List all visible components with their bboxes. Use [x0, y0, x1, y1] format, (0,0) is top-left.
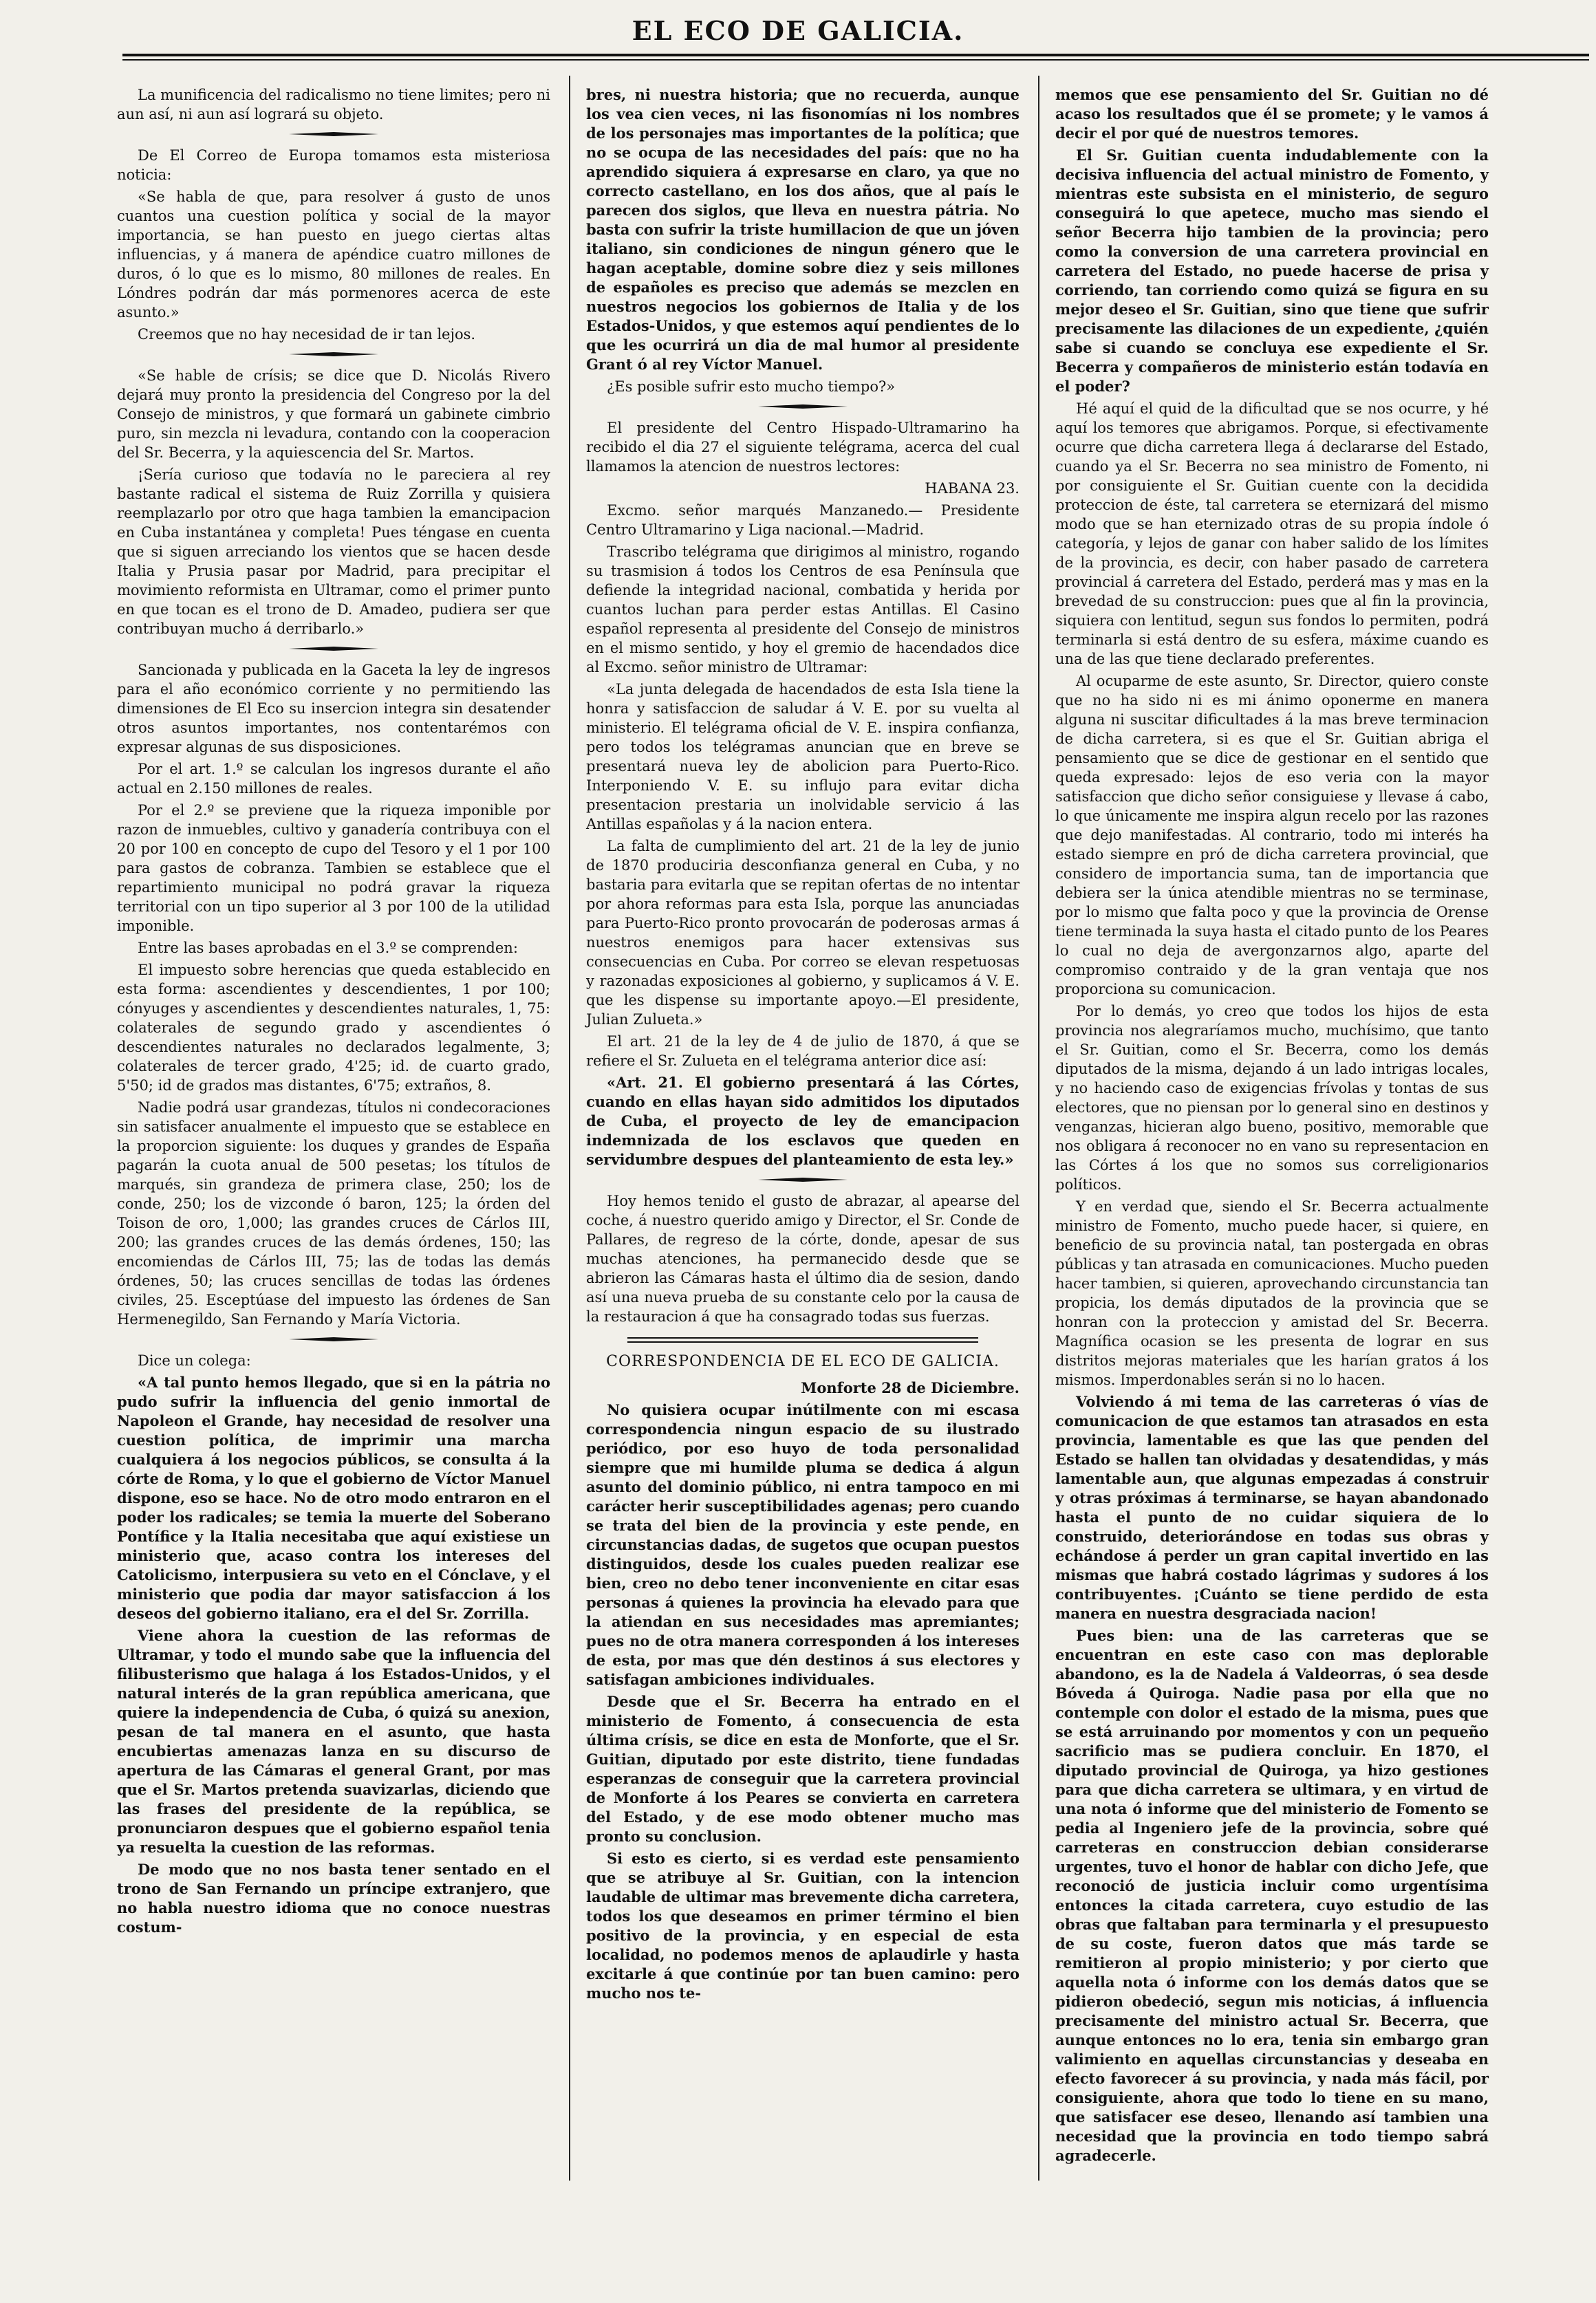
separator-ornament: [117, 352, 550, 356]
separator-ornament: [586, 1178, 1020, 1182]
quote-paragraph: «Art. 21. El gobierno presentará á las Córtes, cuando en ellas hayan sido admitidos los diputados de Cuba, el proyecto de ley de emancipacion indemnizada de los esclavos que queden en servidumbre despues del planteamiento de esta ley.»: [586, 1074, 1020, 1168]
masthead: [0, 0, 1596, 66]
paragraph: No quisiera ocupar inútilmente con mi escasa correspondencia ningun espacio de su ilustrado periódico, por eso huyo de toda personalidad siempre que mi humilde pluma se dedica á algun asunto del dominio público, ni entra tampoco en mi carácter herir susceptibilidades agenas; pero cuando se trata del bien de la provincia y este pende, en circunstancias dadas, de sugetos que ocupan puestos distinguidos, desde los cuales pueden realizar ese bien, creo no debo tener inconveniente en citar esas personas á quienes la provincia ha elevado para que la atiendan en sus necesidades mas apremiantes; pues no de otra manera corresponden á los intereses de esta, por mas que dén destinos á sus electores y satisfagan ambiciones individuales.: [586, 1401, 1020, 1688]
paragraph: Por el 2.º se previene que la riqueza imponible por razon de inmuebles, cultivo y ganadería contribuya con el 20 por 100 en concepto de cupo del Tesoro y el 1 por 100 para gastos de cobranza. Tambien se establece que el repartimiento municipal no podrá gravar la riqueza territorial con un tipo superior al 3 por 100 de la utilidad imponible.: [117, 802, 550, 934]
telegram-dateline: HABANA 23.: [925, 480, 1020, 497]
column-divider: [1038, 76, 1039, 2181]
paragraph: El art. 21 de la ley de 4 de julio de 1870, á que se refiere el Sr. Zulueta en el telégrama anterior dice así:: [586, 1033, 1020, 1069]
paragraph: Entre las bases aprobadas en el 3.º se comprenden:: [138, 940, 518, 956]
paragraph: Excmo. señor marqués Manzanedo.— Presidente Centro Ultramarino y Liga nacional.—Madrid.: [586, 502, 1020, 538]
paragraph: Hé aquí el quid de la dificultad que se nos ocurre, y hé aquí los temores que abrigamos. Porque, si efectivamente ocurre que dicha carretera llega á declararse del Estado, cuando ya el Sr. Becerra no sea ministro de Fomento, ni por consiguiente el Sr. Guitian cuente con la decidida proteccion de éste, tal carretera se eternizará del mismo modo que se han eternizado otras de su propia índole ó categoría, y lejos de ganar con haber salido de los límites de la provincia, es decir, con haber pasado de carretera provincial á carretera del Estado, perderá mas y mas en la brevedad de su construccion: pues que al fin la provincia, siquiera con lentitud, segun sus fondos lo permiten, podrá terminarla si está dentro de su esfera, máxime cuando es una de las que tiene declarado preferentes.: [1055, 400, 1489, 667]
paragraph: Sancionada y publicada en la Gaceta la ley de ingresos para el año económico corriente y no permitiendo las dimensiones de El Eco su insercion integra sin desatender otros asuntos importantes, nos contentarémos con expresar algunas de sus disposiciones.: [117, 662, 550, 755]
paragraph: Volviendo á mi tema de las carreteras ó vías de comunicacion de que estamos tan atrasados en esta provincia, lamentable es que las que penden del Estado se hallen tan olvidadas y desatendidas, y más lamentable aun, que algunas empezadas á construir y otras próximas á terminarse, se hayan abandonado hasta el punto de no cuidar siquiera de lo construido, deteriorándose en todas sus obras y echándose á perder un gran capital invertido en las mismas que habrá costado lágrimas y sudores á los contribuyentes. ¡Cuánto se tiene perdido de esta manera en nuestra desgraciada nacion!: [1055, 1393, 1489, 1622]
quote-paragraph: «La junta delegada de hacendados de esta Isla tiene la honra y satisfaccion de saludar á V. E. por su vuelta al ministerio. El telégrama oficial de V. E. inspira confianza, pero todos los telégramas anuncian que en breve se presentará nueva ley de abolicion para Puerto-Rico. Interponiendo V. E. su influjo para evitar dicha presentacion prestaria un inolvidable servicio á las Antillas españolas y á la nacion entera.: [586, 681, 1020, 832]
paragraph: memos que ese pensamiento del Sr. Guitian no dé acaso los resultados que él se promete; y le vamos á decir el por qué de nuestros temores.: [1055, 86, 1489, 142]
column-2: [586, 85, 1020, 2006]
column-divider: [569, 76, 570, 2181]
paragraph: El Sr. Guitian cuenta indudablemente con la decisiva influencia del actual ministro de Fomento, y mientras este subsista en el ministerio, de seguro conseguirá lo que apetece, mucho mas siendo el señor Becerra hijo tambien de la provincia; pero como la conversion de una carretera provincial en carretera del Estado, no puede hacerse de prisa y corriendo, tan corriendo como quizá se figura en su mejor deseo el Sr. Guitian, sino que tiene que sufrir precisamente las dilaciones de un expediente, ¿quién sabe si cuando se concluya ese expediente el Sr. Becerra y compañeros de ministerio están todavía en el poder?: [1055, 147, 1489, 395]
paragraph: Trascribo telégrama que dirigimos al ministro, rogando su trasmision á todos los Centros de esa Península que defiende la integridad nacional, combatida y herida por cuantos luchan para perder estas Antillas. El Casino español representa al presidente del Consejo de ministros en el mismo sentido, y hoy el gremio de hacendados dice al Excmo. señor ministro de Ultramar:: [586, 543, 1020, 675]
paragraph: Nadie podrá usar grandezas, títulos ni condecoraciones sin satisfacer anualmente el impuesto que se establece en la proporcion siguiente: los duques y grandes de España pagarán la cuota anual de 500 pesetas; los títulos de marqués, sin grandeza de primera clase, 250; los de conde, 250; los de vizconde ó baron, 125; la órden del Toison de oro, 1,000; las grandes cruces de Cárlos III, 200; las grandes cruces de las demás órdenes, 150; las encomiendas de Cárlos III, 75; las de todas las demás órdenes, 50; las cruces sencillas de todas las órdenes civiles, 25. Esceptúase del impuesto las órdenes de San Hermenegildo, San Fernando y María Victoria.: [117, 1099, 550, 1328]
paragraph: Dice un colega:: [138, 1352, 251, 1369]
paragraph: Desde que el Sr. Becerra ha entrado en el ministerio de Fomento, á consecuencia de esta última crísis, se dice en esta de Monforte, que el Sr. Guitian, diputado por este distrito, tiene fundadas esperanzas de conseguir que la carretera provincial de Monforte á los Peares se convierta en carretera del Estado, y de ese modo obtener mucho mas pronto su conclusion.: [586, 1693, 1020, 1845]
paragraph: De modo que no nos basta tener sentado en el trono de San Fernando un príncipe extranjero, que no habla nuestro idioma que no conoce nuestras costum-: [117, 1861, 550, 1936]
column-1: [117, 85, 550, 1940]
paragraph: La munificencia del radicalismo no tiene limites; pero ni aun así, ni aun así logrará su objeto.: [117, 87, 550, 122]
paragraph: La falta de cumplimiento del art. 21 de la ley de junio de 1870 produciria desconfianza general en Cuba, y no bastaria para evitarla que se repitan ofertas de no intentar por ahora reformas para esta Isla, porque las anunciadas para Puerto-Rico pronto provocarán de poderosas armas á nuestros enemigos para hacer extensivas sus consecuencias en Cuba. Por correo se elevan respetuosas y razonadas exposiciones al gobierno, y suplicamos á V. E. que les dispense su importante apoyo.—El presidente, Julian Zulueta.»: [586, 838, 1020, 1028]
paragraph: Por lo demás, yo creo que todos los hijos de esta provincia nos alegraríamos mucho, muchísimo, que tanto el Sr. Guitian, como el Sr. Becerra, como los demás diputados de la misma, dejando á un lado intrigas locales, y no haciendo caso de exigencias frívolas y tontas de sus electores, que no piensan por lo general sino en destinos y venganzas, hicieran algo bueno, positivo, memorable que nos obligara á reconocer no en vano su representacion en las Córtes á los que no somos sus correligionarios políticos.: [1055, 1003, 1489, 1193]
paragraph: Por el art. 1.º se calculan los ingresos durante el año actual en 2.150 millones de reales.: [117, 761, 550, 797]
paragraph: Viene ahora la cuestion de las reformas de Ultramar, y todo el mundo sabe que la influencia del filibusterismo que halaga á los Estados-Unidos, y el natural interés de la gran república americana, que quiere la independencia de Cuba, ó quizá su anexion, pesan de tal manera en el asunto, que hasta encubiertas amenazas lanza en su discurso de apertura de las Cámaras el general Grant, por mas que el Sr. Martos pretenda suavizarlas, diciendo que las frases del presidente de la república, se pronunciaron despues que el gobierno español tenia ya resuelta la cuestion de las reformas.: [117, 1627, 550, 1856]
separator-ornament: [117, 647, 550, 651]
quote-paragraph: «A tal punto hemos llegado, que si en la pátria no pudo sufrir la influencia del genio inmortal de Napoleon el Grande, hay necesidad de resolver una cuestion política, de imprimir una marcha cualquiera á los negocios públicos, se consulta á la córte de Roma, y lo que el gobierno de Víctor Manuel dispone, eso se hace. No de otro modo entraron en el poder los radicales; se temia la muerte del Soberano Pontífice y la Italia necesitaba que aquí existiese un ministerio que, acaso contra los intereses del Catolicismo, interpusiera su veto en el Cónclave, y el ministerio que podia dar mayor satisfaccion á los deseos del gobierno italiano, era el del Sr. Zorrilla.: [117, 1374, 550, 1622]
dateline: Monforte 28 de Diciembre.: [801, 1379, 1020, 1396]
paragraph: Pues bien: una de las carreteras que se encuentran en este caso con mas deplorable abandono, es la de Nadela á Valdeorras, ó sea desde Bóveda á Quiroga. Nadie pasa por ella que no contemple con dolor el estado de la misma, pues que se está arruinando por momentos y con un pequeño sacrificio mas se pudiera concluir. En 1870, el diputado provincial de Quiroga, ya hizo gestiones para que dicha carretera se ultimara, y en virtud de una nota ó informe que del ministerio de Fomento se pedia al Ingeniero jefe de la provincia, sobre qué carreteras en construccion debian considerarse urgentes, tuvo el honor de hablar con dicho Jefe, que reconoció de justicia incluir como urgentísima entonces la citada carretera, cuyo estudio de las obras que faltaban para terminarla y el presupuesto de su coste, fueron datos que más tarde se remitieron al propio ministerio; y por cierto que aquella nota ó informe con los demás datos que se pidieron obedeció, segun mis noticias, á influencia precisamente del ministro actual Sr. Becerra, que aunque entonces no lo era, tenia sin embargo gran valimiento en aquellas circunstancias y deseaba en efecto favorecer á su provincia, y nada más fácil, por consiguiente, ahora que todo lo tiene en su mano, que satisfacer ese deseo, llenando así tambien una necesidad que la provincia en todo tiempo sabrá agradecerle.: [1055, 1627, 1489, 2164]
separator-ornament: [117, 1337, 550, 1341]
paragraph: De El Correo de Europa tomamos esta misteriosa noticia:: [117, 147, 550, 183]
masthead-rule-thick: [122, 54, 1589, 56]
separator-ornament: [586, 404, 1020, 409]
quote-paragraph: «Se habla de que, para resolver á gusto de unos cuantos una cuestion política y social de la mayor importancia, se han puesto en juego ciertas altas influencias, y á manera de apéndice cuatro millones de duros, ó lo que es lo mismo, 80 millones de reales. En Lóndres podrán dar más pormenores acerca de este asunto.»: [117, 188, 550, 321]
column-3: [1055, 85, 1489, 2168]
paragraph: Al ocuparme de este asunto, Sr. Director, quiero conste que no ha sido ni es mi ánimo oponerme en manera alguna ni suscitar dificultades á la mas breve terminacion de dicha carretera, si es que el Sr. Guitian abriga el pensamiento que se dice de gestionar en el sentido que queda expresado: lejos de eso veria con la mayor satisfaccion que dicho señor consiguiese y llevase á cabo, lo que únicamente me inspira algun recelo por las razones que dejo manifestadas. Al contrario, todo mi interés ha estado siempre en pró de dicha carretera provincial, que considero de importancia suma, tan de importancia que debiera ser la única atendible mientras no se terminase, por lo mismo que falta poco y que la provincia de Orense tiene terminada la suya hasta el citado punto de los Peares lo cual no deja de avergonzarnos algo, aparte del compromiso contraido y de la gran ventaja que nos proporciona su comunicacion.: [1055, 673, 1489, 997]
section-rule: [586, 1337, 1020, 1343]
separator-ornament: [117, 132, 550, 136]
paragraph: ¡Sería curioso que todavía no le pareciera al rey bastante radical el sistema de Ruiz Zorrilla y quisiera reemplazarlo por otro que haga tambien la emancipacion en Cuba instantánea y completa! Pues téngase en cuenta que si siguen arreciando los vientos que se hacen desde Italia y Prusia pasar por Madrid, para precipitar el movimiento reformista en Ultramar, como el primer punto en que tocan es el trono de D. Amadeo, pudiera ser que contribuyan mucho á derribarlo.»: [117, 466, 550, 637]
paragraph: Si esto es cierto, si es verdad este pensamiento que se atribuye al Sr. Guitian, con la intencion laudable de ultimar mas brevemente dicha carretera, todos los que deseamos en primer término el bien positivo de la provincia, y en especial de esta localidad, no podemos menos de aplaudirle y hasta excitarle á que continúe por tan buen camino: pero mucho nos te-: [586, 1850, 1020, 2002]
paragraph: ¿Es posible sufrir esto mucho tiempo?»: [607, 378, 896, 395]
paragraph: Y en verdad que, siendo el Sr. Becerra actualmente ministro de Fomento, mucho puede hacer, si quiere, en beneficio de su provincia natal, tan postergada en obras públicas y tan atrasada en comunicaciones. Mucho pueden hacer tambien, si quieren, aprovechando circunstancia tan propicia, los demás diputados de la provincia que se honran con la proteccion y amistad del Sr. Becerra. Magnífica ocasion se les presenta de lograr en sus distritos mejoras materiales que les harían gratos á los mismos. Imperdonables serán si no lo hacen.: [1055, 1198, 1489, 1388]
paragraph: bres, ni nuestra historia; que no recuerda, aunque los vea cien veces, ni las fisonomías ni los nombres de los personajes mas importantes de la política; que no se ocupa de las necesidades del país: que no ha aprendido siquiera á expresarse en claro, ya que no correcto castellano, en los dos años, que al país le parecen dos siglos, que lleva en nuestra pátria. No basta con sufrir la triste humillacion de que un jóven italiano, sin condiciones de ningun género que le hagan aceptable, domine sobre diez y seis millones de españoles es preciso que además se mezclen en nuestros negocios los gobiernos de Italia y de los Estados-Unidos, y que estemos aquí pendientes de lo que les ocurrirá un dia de mal humor al presidente Grant ó al rey Víctor Manuel.: [586, 86, 1020, 373]
paragraph: El impuesto sobre herencias que queda establecido en esta forma: ascendientes y descendientes, 1 por 100; cónyuges y ascendientes y descendientes naturales, 1, 75: colaterales de segundo grado y ascendientes ó descendientes naturales no declarados legalmente, 3; colaterales de tercer grado, 4'25; id. de cuarto grado, 5'50; id de grados mas distantes, 6'75; extraños, 8.: [117, 962, 550, 1094]
paragraph: El presidente del Centro Hispado-Ultramarino ha recibido el dia 27 el siguiente telégrama, acerca del cual llamamos la atencion de nuestros lectores:: [586, 420, 1020, 475]
quote-paragraph: «Se hable de crísis; se dice que D. Nicolás Rivero dejará muy pronto la presidencia del Congreso por la del Consejo de ministros, y que formará un gabinete cimbrio puro, sin mezcla ni levadura, contando con la cooperacion del Sr. Becerra, y la aquiescencia del Sr. Martos.: [117, 367, 550, 461]
newspaper-title: EL ECO DE GALICIA.: [632, 15, 964, 46]
paragraph: Hoy hemos tenido el gusto de abrazar, al apearse del coche, á nuestro querido amigo y Director, el Sr. Conde de Pallares, de regreso de la córte, donde, apesar de sus muchas atenciones, ha permanecido desde que se abrieron las Cámaras hasta el último dia de sesion, dando así una nueva prueba de su constante celo por la causa de la restauracion á que ha consagrado todas sus fuerzas.: [586, 1193, 1020, 1325]
section-heading: CORRESPONDENCIA DE EL ECO DE GALICIA.: [606, 1353, 1000, 1370]
masthead-rule-thin: [122, 59, 1589, 61]
paragraph: Creemos que no hay necesidad de ir tan lejos.: [138, 326, 476, 343]
